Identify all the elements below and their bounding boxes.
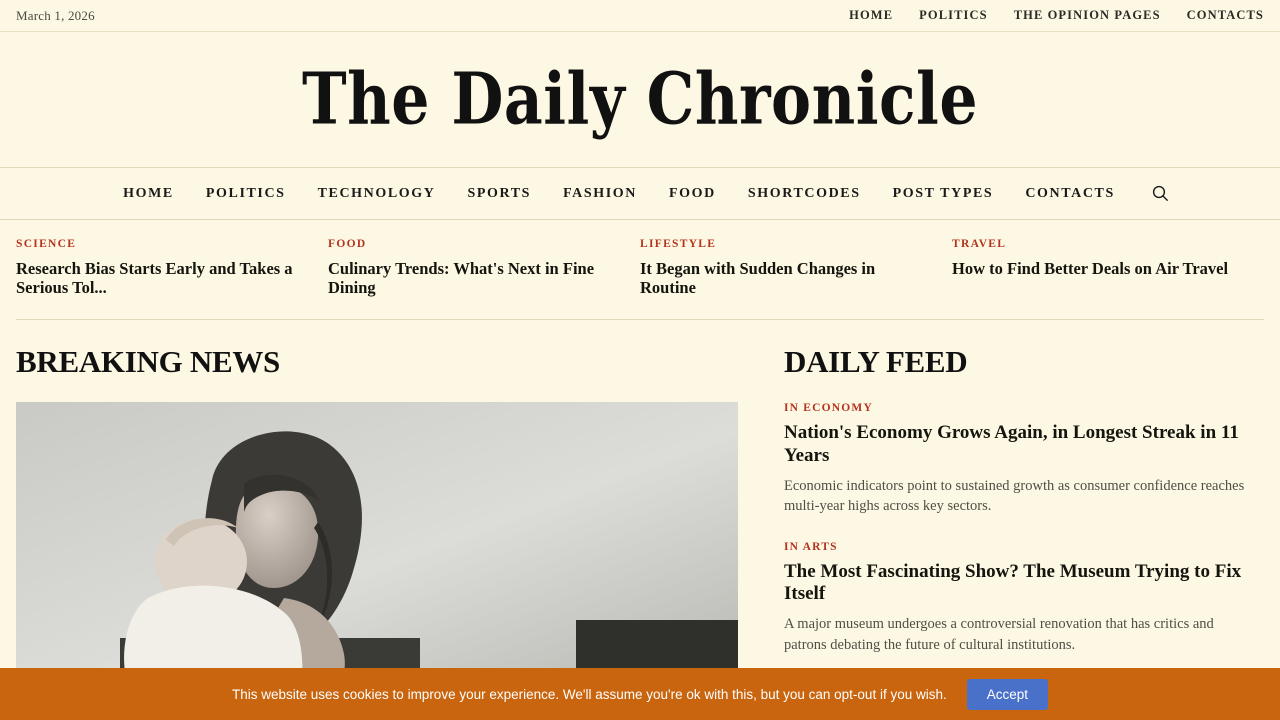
nav-item-technology[interactable]: TECHNOLOGY (317, 185, 436, 201)
category-teaser-lifestyle[interactable] (640, 238, 952, 298)
feed-headline[interactable]: The Most Fascinating Show? The Museum Trying to Fix Itself (784, 560, 1242, 605)
nav-item-sports[interactable]: SPORTS (467, 185, 532, 201)
nav-item-fashion[interactable]: FASHION (563, 185, 638, 201)
category-strip (0, 220, 1280, 298)
daily-feed-column (784, 344, 1264, 680)
current-date: March 1, 2026 (16, 7, 95, 23)
nav-item-home[interactable]: HOME (123, 185, 174, 201)
nav-item-post-types[interactable]: POST TYPES (892, 185, 994, 201)
nav-item-food[interactable]: FOOD (669, 185, 716, 201)
category-headline[interactable]: It Began with Sudden Changes in Routine (640, 259, 876, 298)
category-headline[interactable]: Research Bias Starts Early and Takes a Serious Tol... (16, 259, 293, 298)
nav-item-politics[interactable]: POLITICS (205, 185, 286, 201)
category-headline[interactable]: Culinary Trends: What's Next in Fine Dining (328, 259, 595, 298)
category-teaser-science[interactable] (16, 238, 328, 298)
topnav-item-contacts[interactable]: CONTACTS (1186, 8, 1264, 22)
feed-excerpt: A major museum undergoes a controversial renovation that has critics and patrons debating the future of cultural institutions. (784, 616, 1214, 653)
breaking-news-title: BREAKING NEWS (16, 343, 280, 379)
feed-headline[interactable]: Nation's Economy Grows Again, in Longest Streak in 11 Years (784, 421, 1239, 466)
search-icon[interactable] (1149, 182, 1173, 206)
breaking-news-column (16, 344, 738, 680)
top-utility-bar (0, 0, 1280, 32)
category-teaser-food[interactable] (328, 238, 640, 298)
site-title[interactable]: The Daily Chronicle (301, 58, 978, 141)
masthead (0, 32, 1280, 168)
category-label: LIFESTYLE (640, 238, 717, 250)
main-content (0, 320, 1280, 680)
cookie-consent-text: This website uses cookies to improve your experience. We'll assume you're ok with this, but you can opt-out if you wish. (231, 686, 947, 702)
daily-feed-title: DAILY FEED (784, 343, 968, 379)
topnav-item-home[interactable]: HOME (849, 8, 894, 22)
category-teaser-travel[interactable] (952, 238, 1264, 298)
nav-item-contacts[interactable]: CONTACTS (1025, 185, 1115, 201)
feed-excerpt: Economic indicators point to sustained growth as consumer confidence reaches multi-year highs across key sectors. (784, 477, 1245, 515)
category-label: TRAVEL (952, 238, 1007, 250)
cookie-accept-button[interactable]: Accept (967, 679, 1048, 710)
cookie-consent-banner (0, 668, 1280, 720)
category-headline[interactable]: How to Find Better Deals on Air Travel (952, 259, 1229, 278)
nav-item-shortcodes[interactable]: SHORTCODES (747, 185, 861, 201)
category-label: FOOD (328, 238, 367, 250)
feed-kicker: IN ARTS (784, 540, 838, 553)
list-item[interactable] (784, 402, 1264, 517)
topnav-item-opinion-pages[interactable]: THE OPINION PAGES (1013, 8, 1161, 22)
top-navigation (849, 8, 1264, 23)
category-label: SCIENCE (16, 238, 77, 250)
topnav-item-politics[interactable]: POLITICS (919, 8, 988, 22)
feed-kicker: IN ECONOMY (784, 401, 873, 414)
list-item[interactable] (784, 541, 1264, 656)
main-navigation (0, 168, 1280, 220)
breaking-news-hero-image[interactable] (16, 402, 738, 678)
